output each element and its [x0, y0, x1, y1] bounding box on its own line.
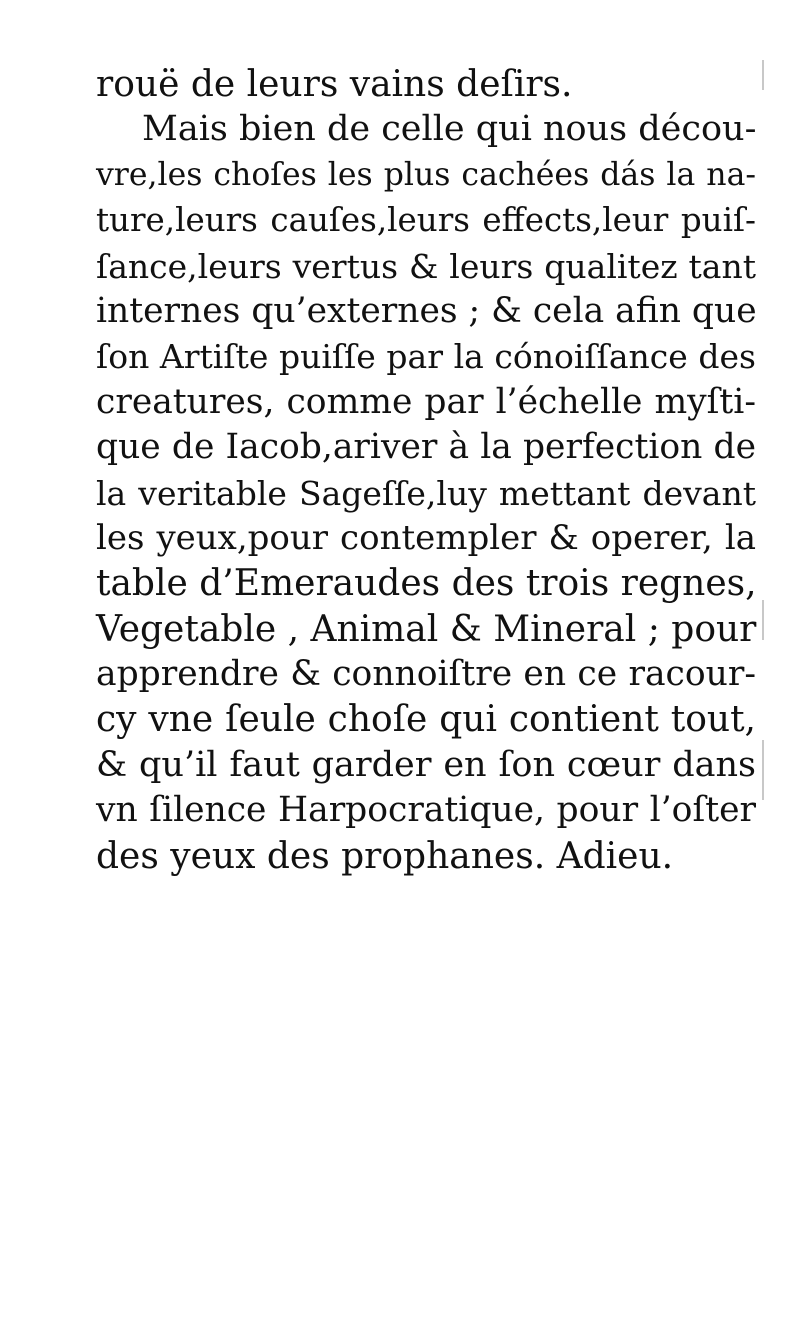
text-line: Vegetable , Animal & Mineral ; pour [96, 608, 757, 650]
text-line: rouë de leurs vains deſirs. [96, 64, 573, 105]
text-line: les yeux,pour contempler & operer, la [96, 517, 756, 558]
text-line: vn ſilence Harpocratique, pour l’oſter [96, 790, 756, 831]
text-line: vre,les choſes les plus cachées dás la na- [96, 156, 756, 193]
text-line: que de Iacob,ariver à la perfection de [96, 427, 756, 468]
scan-artifact [762, 60, 764, 90]
text-line: table d’Emeraudes des trois regnes, [96, 563, 757, 605]
scan-artifact [762, 600, 764, 640]
scan-artifact [762, 740, 764, 800]
paragraph-first-line: Mais bien de celle qui nous décou- [142, 109, 757, 150]
text-line: & qu’il faut garder en ſon cœur dans [96, 744, 756, 785]
text-line-last: des yeux des prophanes. Adieu. [96, 835, 674, 877]
text-line: la veritable Sageſſe,luy mettant devant [96, 473, 756, 513]
text-line: apprendre & connoiſtre en ce racour- [96, 654, 756, 695]
body-text [96, 62, 756, 879]
text-line: ture,leurs cauſes,leurs effects,leur puiſ- [96, 201, 756, 240]
text-line: internes qu’externes ; & cela afin que [96, 290, 757, 331]
text-line: ſon Artiſte puiſſe par la cónoiſſance des [96, 337, 756, 377]
text-line: creatures, comme par l’échelle myſti- [96, 381, 756, 422]
text-line: ſance,leurs vertus & leurs qualitez tant [96, 246, 756, 286]
text-line: cy vne ſeule choſe qui contient tout, [96, 699, 756, 741]
